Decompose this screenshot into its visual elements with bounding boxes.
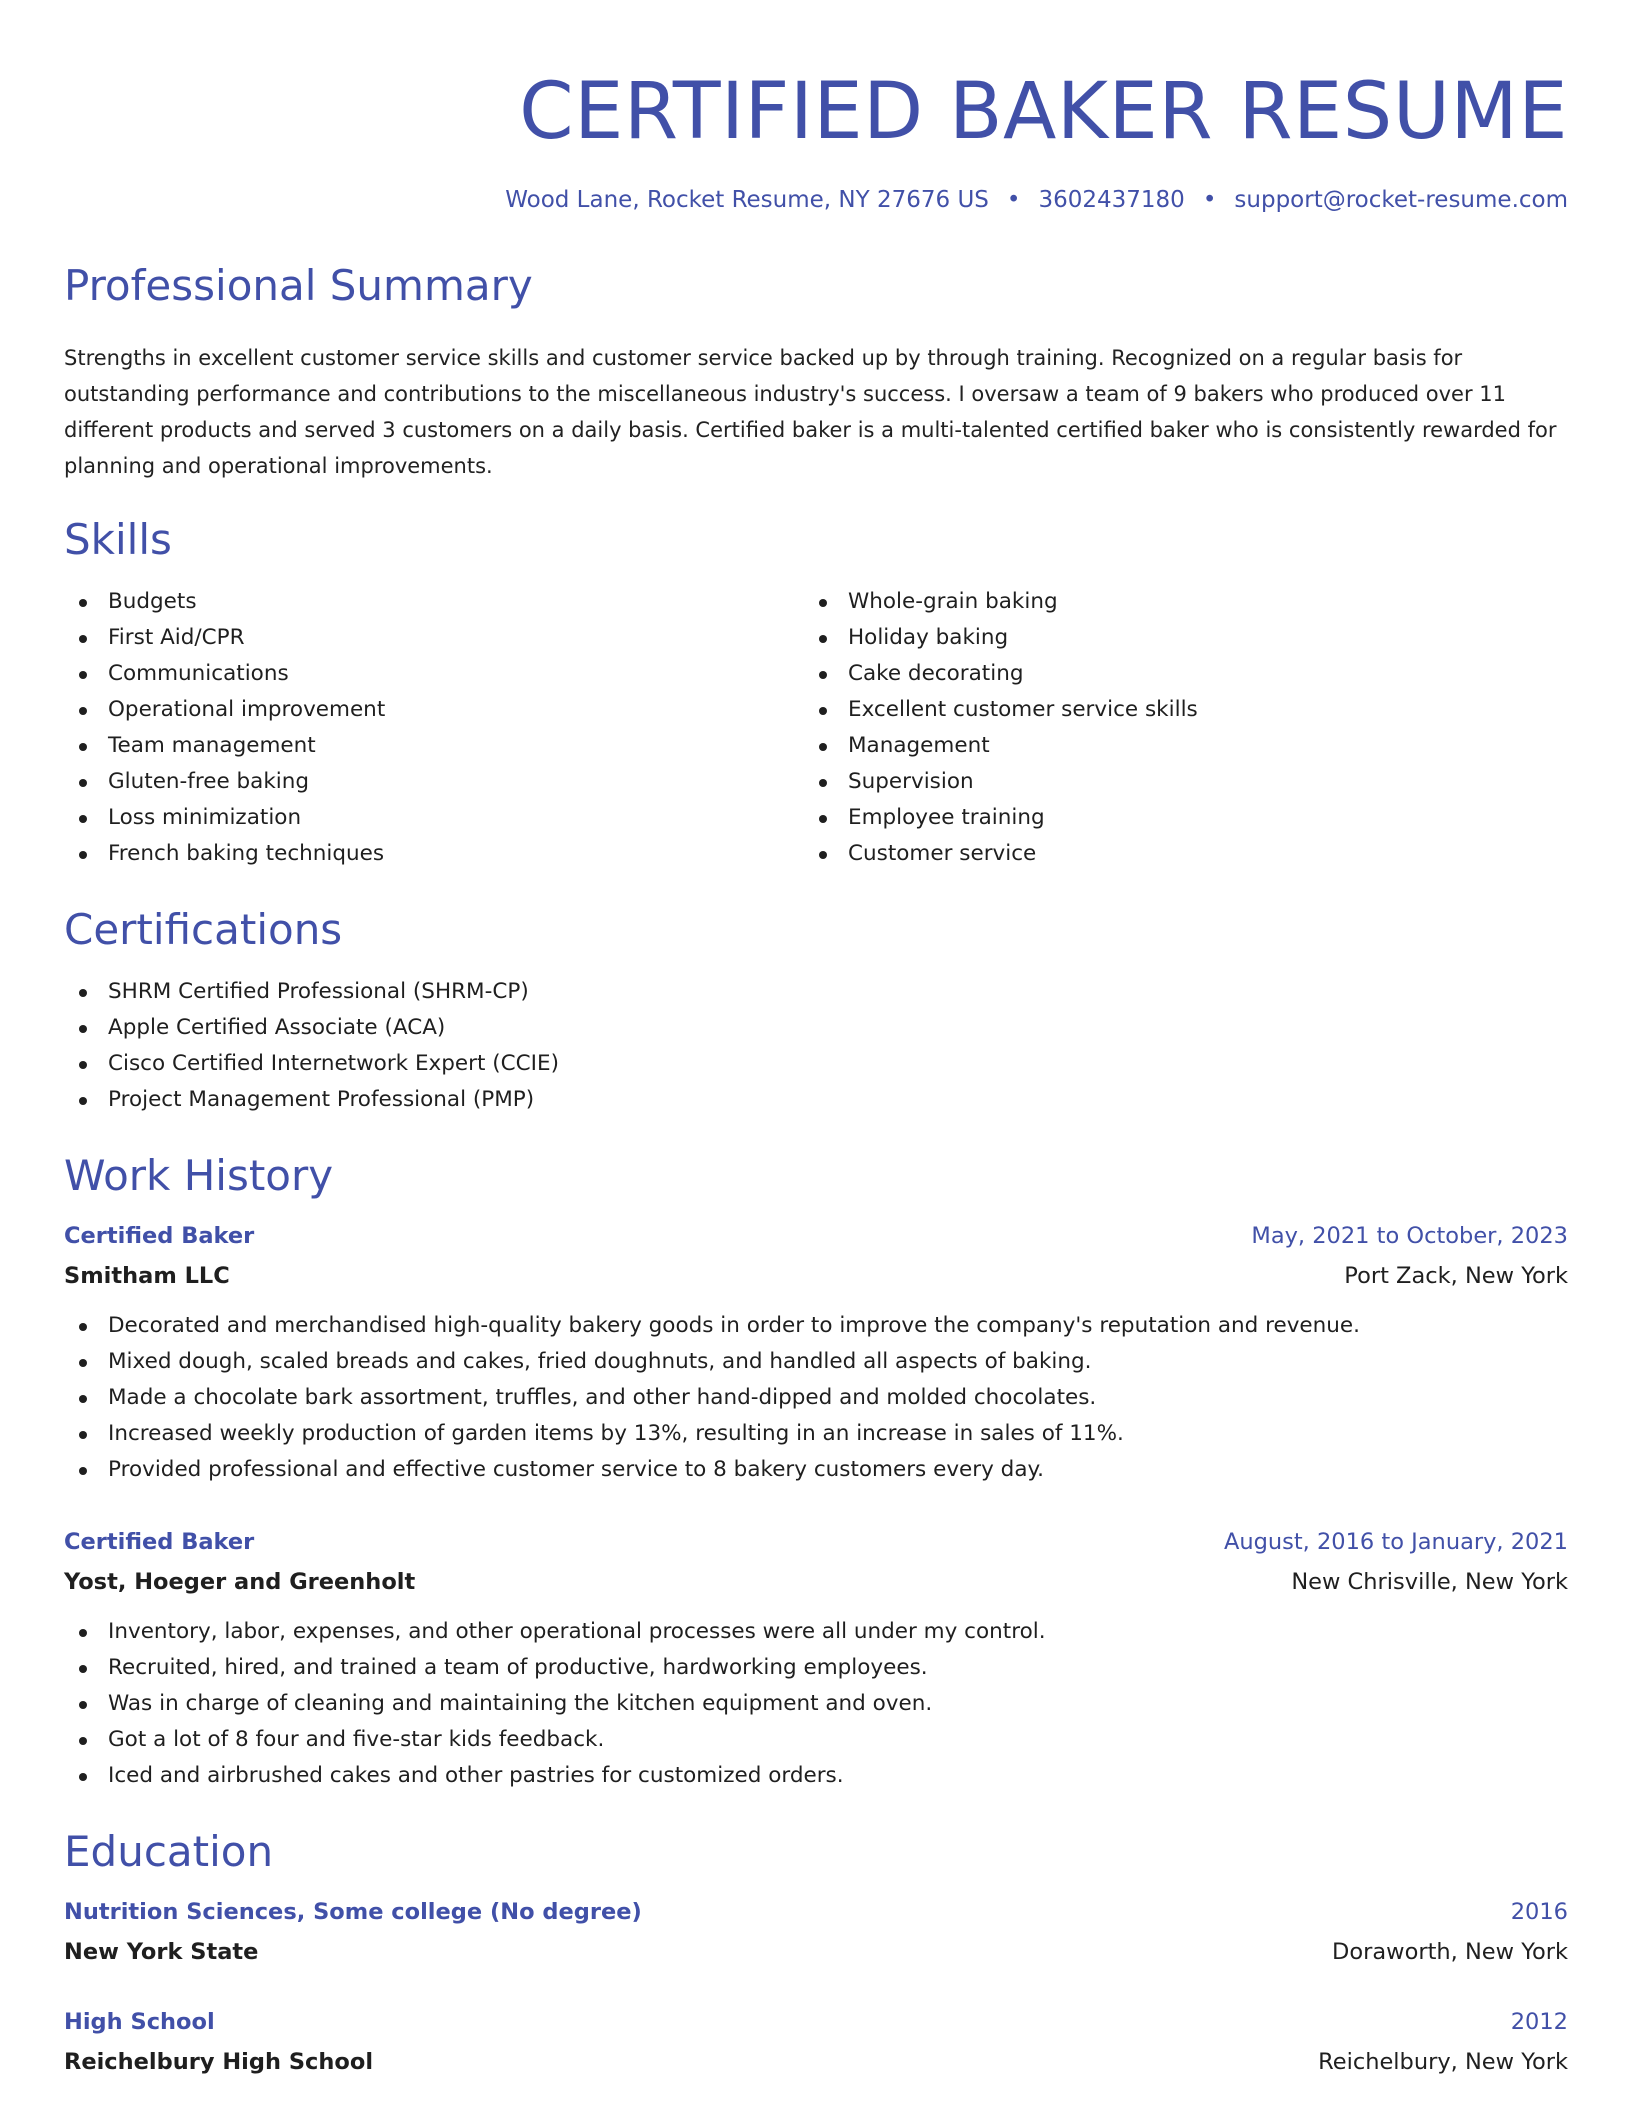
certification-item: Apple Certified Associate (ACA) <box>64 1010 1568 1046</box>
job-company-row <box>64 1562 1568 1602</box>
skill-item: Team management <box>64 728 804 764</box>
job-duty: Decorated and merchandised high-quality bakery goods in order to improve the company's reputation and revenue. <box>64 1308 1568 1344</box>
skill-item: Management <box>804 728 1544 764</box>
job-duty: Provided professional and effective customer service to 8 bakery customers every day. <box>64 1452 1568 1488</box>
skill-item: Employee training <box>804 800 1544 836</box>
job-dates: August, 2016 to January, 2021 <box>1223 1529 1568 1555</box>
job-entry <box>64 1216 1568 1488</box>
certifications-section <box>64 902 1568 1118</box>
contact-separator: • <box>1202 187 1217 213</box>
job-title: Certified Baker <box>64 1529 255 1555</box>
job-duty: Iced and airbrushed cakes and other pastries for customized orders. <box>64 1758 1568 1794</box>
contact-phone: 3602437180 <box>1038 187 1185 213</box>
job-duties-list <box>64 1308 1568 1488</box>
job-company: Smitham LLC <box>64 1263 230 1289</box>
job-company: Yost, Hoeger and Greenholt <box>64 1569 416 1595</box>
certification-item: SHRM Certified Professional (SHRM-CP) <box>64 974 1568 1010</box>
education-location: Reichelbury, New York <box>1318 2049 1568 2075</box>
certification-item: Project Management Professional (PMP) <box>64 1082 1568 1118</box>
certifications-heading: Certifications <box>64 905 343 954</box>
education-location: Doraworth, New York <box>1332 1939 1568 1965</box>
education-school: Reichelbury High School <box>64 2049 374 2075</box>
education-section <box>64 1824 1568 2082</box>
education-entry <box>64 2002 1568 2082</box>
summary-section <box>64 258 1568 484</box>
education-degree: High School <box>64 2009 215 2035</box>
education-school-row <box>64 2042 1568 2082</box>
skill-item: Excellent customer service skills <box>804 692 1544 728</box>
job-location: Port Zack, New York <box>1344 1263 1568 1289</box>
skill-item: French baking techniques <box>64 836 804 872</box>
skills-right-list <box>804 584 1544 872</box>
job-duty: Increased weekly production of garden items by 13%, resulting in an increase in sales of 11%. <box>64 1416 1568 1452</box>
skill-item: Holiday baking <box>804 620 1544 656</box>
skill-item: Communications <box>64 656 804 692</box>
work-history-section <box>64 1148 1568 1794</box>
education-year: 2016 <box>1510 1899 1568 1925</box>
skills-left-list <box>64 584 804 872</box>
skill-item: Customer service <box>804 836 1544 872</box>
work-history-heading: Work History <box>64 1151 334 1200</box>
job-duty: Inventory, labor, expenses, and other operational processes were all under my control. <box>64 1614 1568 1650</box>
contact-address: Wood Lane, Rocket Resume, NY 27676 US <box>505 187 989 213</box>
education-entry <box>64 1892 1568 1972</box>
education-school: New York State <box>64 1939 259 1965</box>
job-title-row <box>64 1216 1568 1256</box>
education-school-row <box>64 1932 1568 1972</box>
job-duty: Mixed dough, scaled breads and cakes, fried doughnuts, and handled all aspects of baking. <box>64 1344 1568 1380</box>
skill-item: Whole-grain baking <box>804 584 1544 620</box>
summary-text: Strengths in excellent customer service skills and customer service backed up by through training. Recognized on a regular basis for outstanding performance and contributions to the miscellaneous industry's success. I oversaw a team of 9 bakers who produced over 11 different products and served 3 customers on a daily basis. Certified baker is a multi-talented certified baker who is consistently rewarded for planning and operational improvements. <box>64 346 1557 478</box>
skill-item: Loss minimization <box>64 800 804 836</box>
skill-item: Supervision <box>804 764 1544 800</box>
job-entry <box>64 1522 1568 1794</box>
job-duties-list <box>64 1614 1568 1794</box>
skill-item: First Aid/CPR <box>64 620 804 656</box>
education-degree-row <box>64 1892 1568 1932</box>
resume-header <box>64 58 1568 216</box>
job-company-row <box>64 1256 1568 1296</box>
certifications-list <box>64 974 1568 1118</box>
job-title: Certified Baker <box>64 1223 255 1249</box>
education-year: 2012 <box>1510 2009 1568 2035</box>
resume-title: CERTIFIED BAKER RESUME <box>519 67 1568 157</box>
job-duty: Was in charge of cleaning and maintaining the kitchen equipment and oven. <box>64 1686 1568 1722</box>
job-title-row <box>64 1522 1568 1562</box>
education-degree-row <box>64 2002 1568 2042</box>
education-degree: Nutrition Sciences, Some college (No degree) <box>64 1899 642 1925</box>
job-duty: Got a lot of 8 four and five-star kids feedback. <box>64 1722 1568 1758</box>
skills-heading: Skills <box>64 515 172 564</box>
skill-item: Gluten-free baking <box>64 764 804 800</box>
skills-section <box>64 512 1568 872</box>
job-duty: Made a chocolate bark assortment, truffles, and other hand-dipped and molded chocolates. <box>64 1380 1568 1416</box>
contact-email: support@rocket-resume.com <box>1234 187 1568 213</box>
skill-item: Budgets <box>64 584 804 620</box>
skill-item: Operational improvement <box>64 692 804 728</box>
job-duty: Recruited, hired, and trained a team of productive, hardworking employees. <box>64 1650 1568 1686</box>
job-dates: May, 2021 to October, 2023 <box>1251 1223 1568 1249</box>
summary-heading: Professional Summary <box>64 261 533 310</box>
certification-item: Cisco Certified Internetwork Expert (CCIE) <box>64 1046 1568 1082</box>
job-location: New Chrisville, New York <box>1291 1569 1568 1595</box>
skills-grid <box>64 584 1568 872</box>
contact-separator: • <box>1006 187 1021 213</box>
contact-line <box>64 184 1568 216</box>
education-heading: Education <box>64 1827 274 1876</box>
skill-item: Cake decorating <box>804 656 1544 692</box>
